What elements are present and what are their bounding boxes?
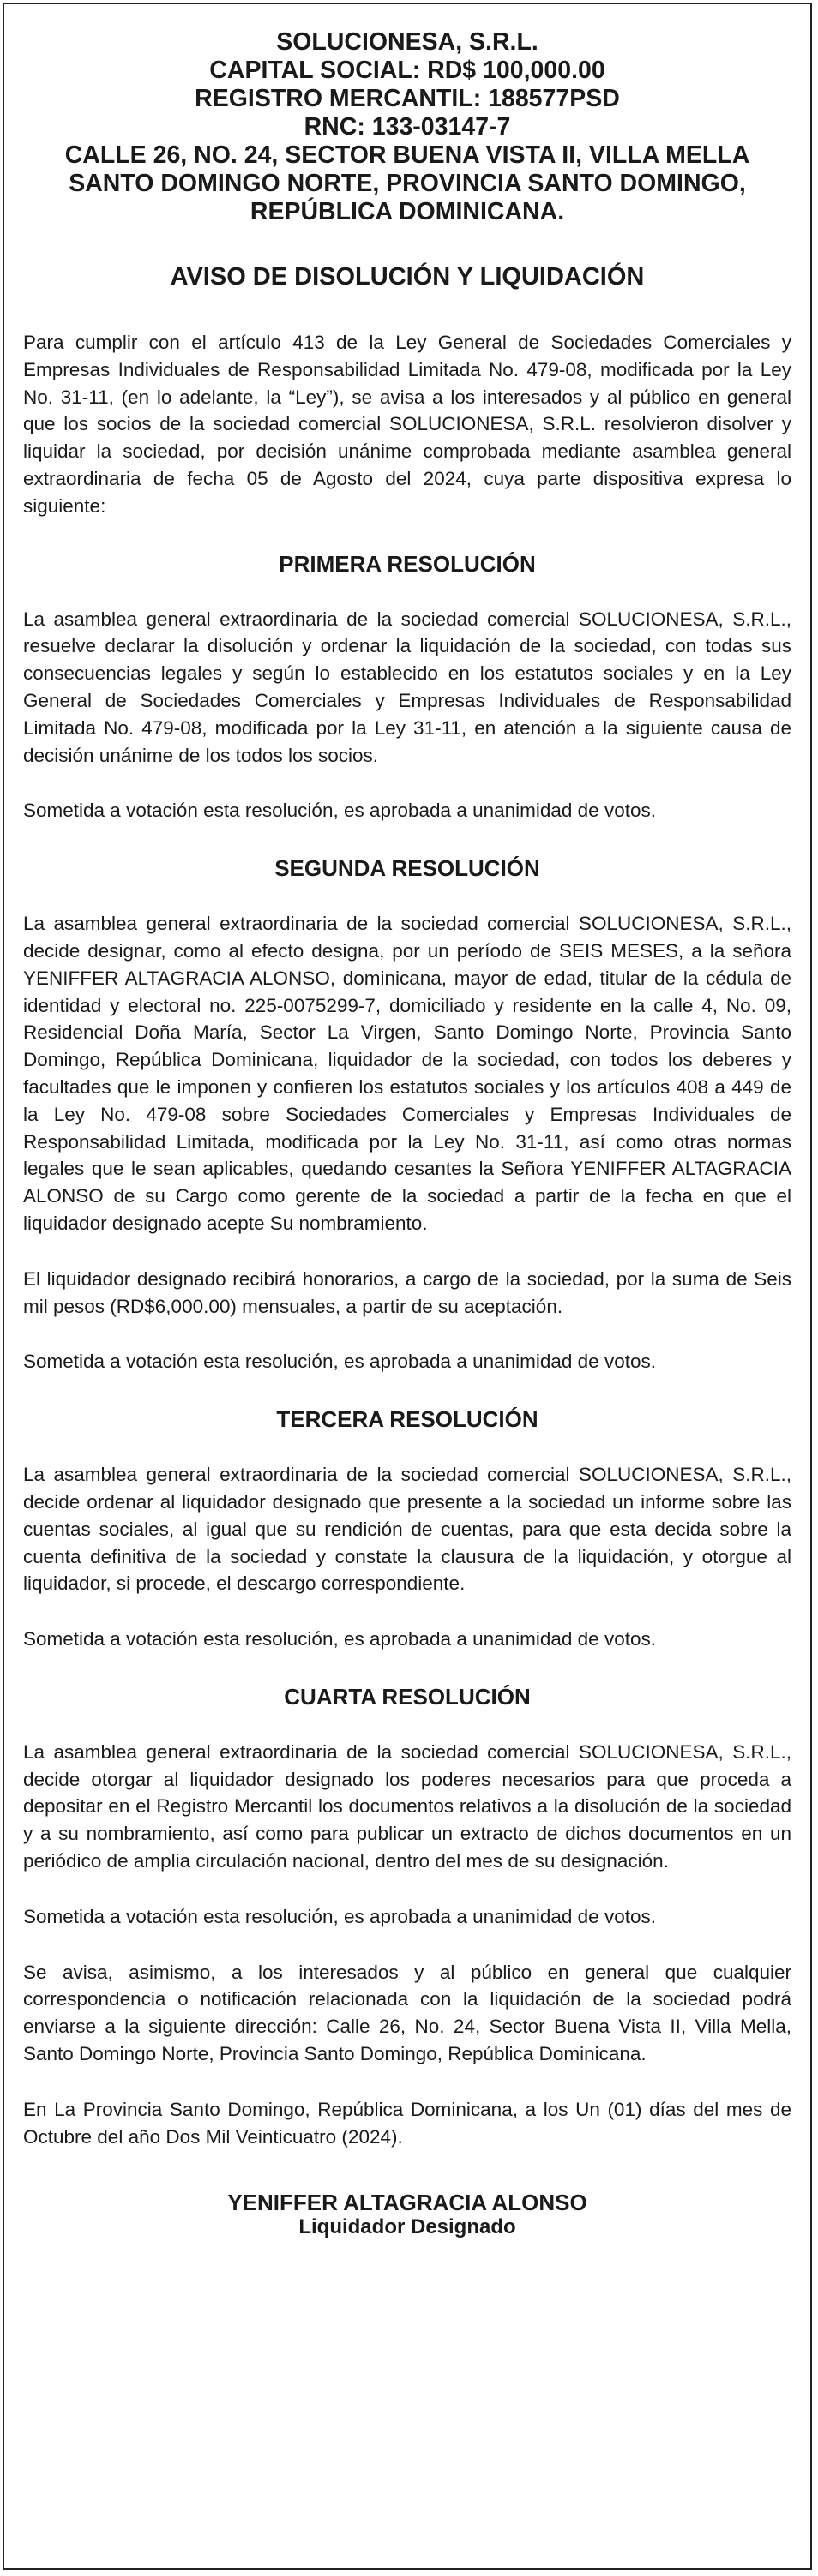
resolution-paragraph: La asamblea general extraordinaria de la sociedad comercial SOLUCIONESA, S.R.L., decide otorgar al liquidador designado los poderes necesarios para que proceda a depositar en el Registro Mercantil los documentos relativos a la disolución de la sociedad y a su nombramiento, así como para publicar un extracto de dichos documentos en un periódico de amplia circulación nacional, dentro del mes de su designación. [23,1740,791,1872]
resolution-heading: SEGUNDA RESOLUCIÓN [274,855,540,882]
company-header [23,28,791,226]
intro-paragraph: Para cumplir con el artículo 413 de la Ley General de Sociedades Comerciales y Empresas Individuales de Responsabilidad Limitada No. 479-08, modificada por la Ley No. 31-11, (en lo adelante, la “Ley”), se avisa a los interesados y al público en general que los socios de la sociedad comercial SOLUCIONESA, S.R.L. resolvieron disolver y liquidar la sociedad, por decisión unánime comprobada mediante asamblea general extraordinaria de fecha 05 de Agosto del 2024, cuya parte dispositiva expresa lo siguiente: [23,332,791,517]
notice-frame [3,3,812,2570]
registro-mercantil: REGISTRO MERCANTIL: 188577PSD [195,85,620,112]
vote-statement: Sometida a votación esta resolución, es aprobada a unanimidad de votos. [23,1905,656,1927]
address-line-1: CALLE 26, NO. 24, SECTOR BUENA VISTA II, VILLA MELLA [64,141,750,169]
vote-statement: Sometida a votación esta resolución, es aprobada a unanimidad de votos. [23,1351,656,1373]
vote-statement: Sometida a votación esta resolución, es aprobada a unanimidad de votos. [23,800,656,822]
resolution-2 [23,855,791,1375]
resolution-paragraph: La asamblea general extraordinaria de la sociedad comercial SOLUCIONESA, S.R.L., decide ordenar al liquidador designado que presente a la sociedad un informe sobre las cuentas sociales, al igual que su rendición de cuentas, para que esta decida sobre la cuenta definitiva de la sociedad y constate la clausura de la liquidación, y otorgue al liquidador, si procede, el descargo correspondiente. [23,1464,791,1595]
notice-title: AVISO DE DISOLUCIÓN Y LIQUIDACIÓN [170,263,645,291]
signatory-role: Liquidador Designado [298,2215,516,2239]
resolution-3 [23,1406,791,1653]
resolution-4 [23,1684,791,1931]
notice-address-paragraph: Se avisa, asimismo, a los interesados y al público en general que cualquier correspondencia o notificación relacionada con la liquidación de la sociedad podrá enviarse a la siguiente dirección: Calle 26, No. 24, Sector Buena Vista II, Villa Mella, Santo Domingo Norte, Provincia Santo Domingo, República Dominicana. [23,1961,791,2065]
fees-paragraph: El liquidador designado recibirá honorarios, a cargo de la sociedad, por la suma de Seis mil pesos (RD$6,000.00) mensuales, a partir de su aceptación. [23,1267,791,1317]
vote-statement: Sometida a votación esta resolución, es aprobada a unanimidad de votos. [23,1628,656,1650]
notice-content [23,28,791,2239]
resolution-1 [23,551,791,825]
signature-block [23,2190,791,2239]
rnc: RNC: 133-03147-7 [304,113,511,141]
capital-social: CAPITAL SOCIAL: RD$ 100,000.00 [209,57,605,84]
resolution-heading: PRIMERA RESOLUCIÓN [279,550,536,577]
resolution-paragraph: La asamblea general extraordinaria de la sociedad comercial SOLUCIONESA, S.R.L., resuelve declarar la disolución y ordenar la liquidación de la sociedad, con todas sus consecuencias legales y según lo establecido en los estatutos sociales y en la Ley General de Sociedades Comerciales y Empresas Individuales de Responsabilidad Limitada No. 479-08, modificada por la Ley 31-11, en atención a la siguiente causa de decisión unánime de los todos los socios. [23,608,791,766]
resolution-paragraph: La asamblea general extraordinaria de la sociedad comercial SOLUCIONESA, S.R.L., decide designar, como al efecto designa, por un período de SEIS MESES, a la señora YENIFFER ALTAGRACIA ALONSO, dominicana, mayor de edad, titular de la cédula de identidad y electoral no. 225-0075299-7, domiciliado y residente en la calle 4, No. 09, Residencial Doña María, Sector La Virgen, Santo Domingo Norte, Provincia Santo Domingo, República Dominicana, liquidador de la sociedad, con todos los deberes y facultades que le imponen y confieren los estatutos sociales y los artículos 408 a 449 de la Ley No. 479-08 sobre Sociedades Comerciales y Empresas Individuales de Responsabilidad Limitada, modificada por la Ley No. 31-11, así como otras normas legales que le sean aplicables, quedando cesantes la Señora YENIFFER ALTAGRACIA ALONSO de su Cargo como gerente de la sociedad a partir de la fecha en que el liquidador designado acepte Su nombramiento. [23,913,791,1234]
signatory-name: YENIFFER ALTAGRACIA ALONSO [227,2190,587,2216]
resolution-heading: CUARTA RESOLUCIÓN [284,1683,531,1710]
address-line-2: SANTO DOMINGO NORTE, PROVINCIA SANTO DOMINGO, REPÚBLICA DOMINICANA. [69,170,746,225]
company-name: SOLUCIONESA, S.R.L. [276,28,538,56]
resolution-heading: TERCERA RESOLUCIÓN [276,1406,538,1433]
date-paragraph: En La Provincia Santo Domingo, República Dominicana, a los Un (01) días del mes de Octubre del año Dos Mil Veinticuatro (2024). [23,2098,791,2148]
